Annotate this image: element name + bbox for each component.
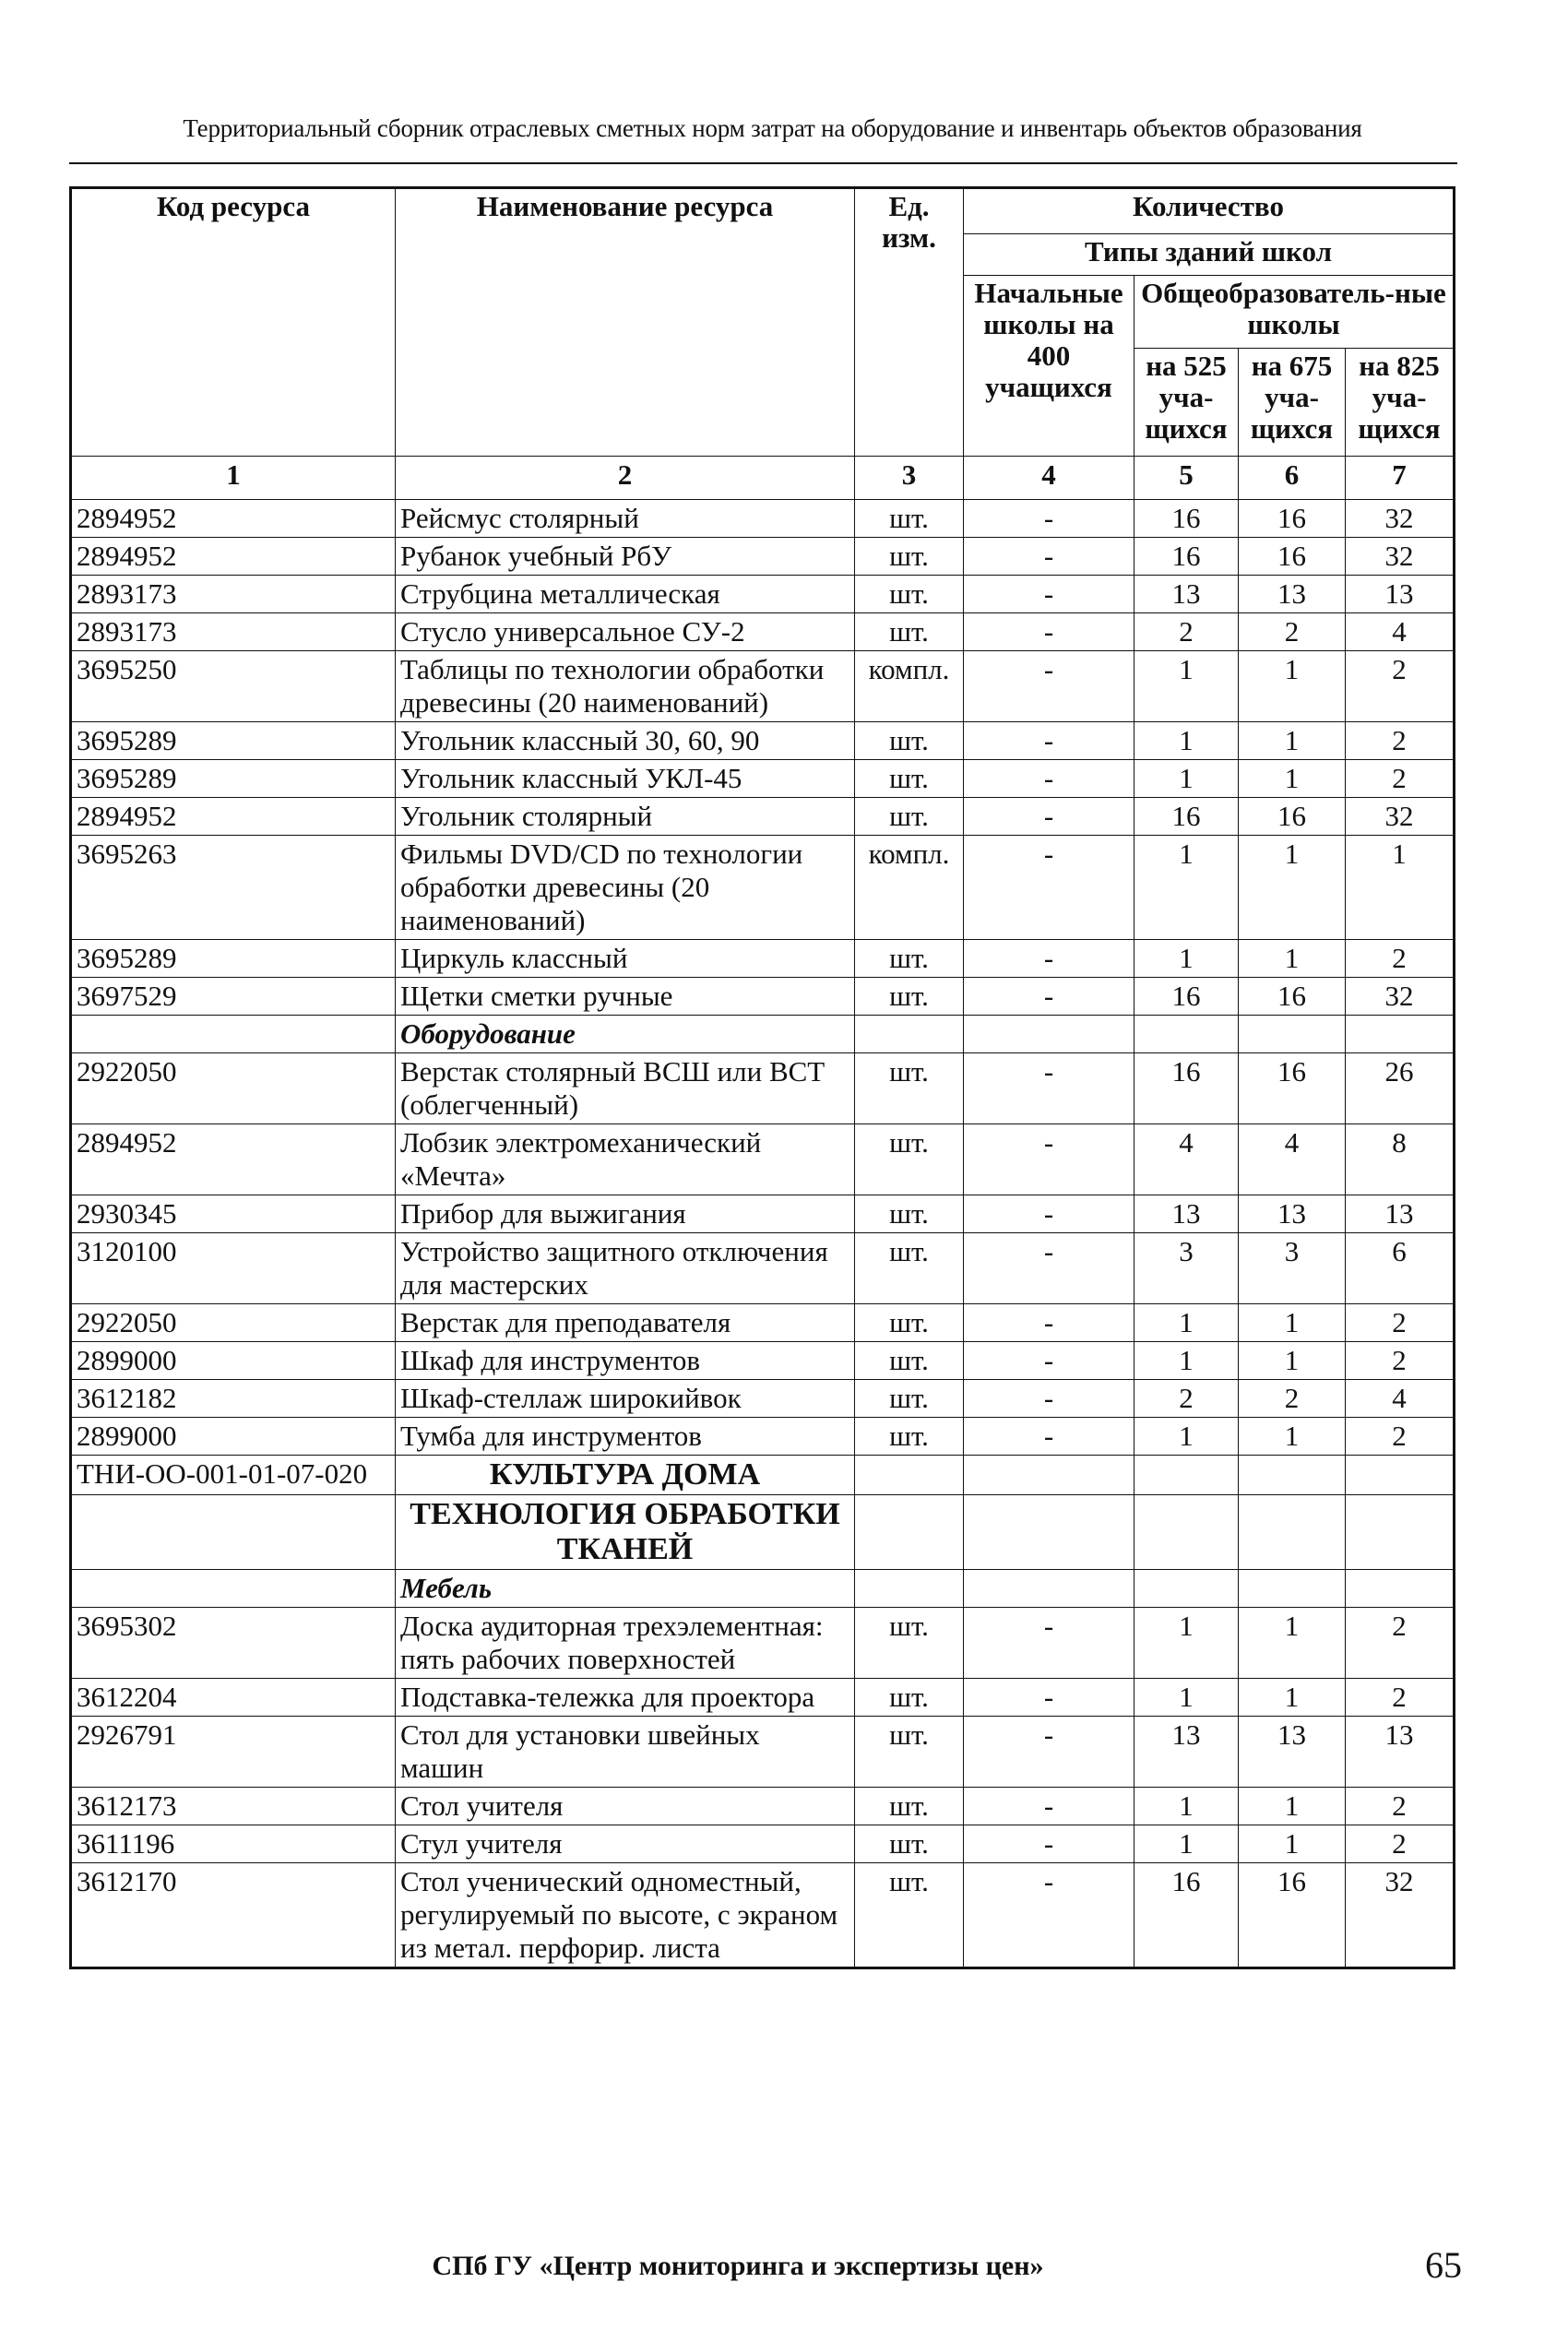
- cell-code: ТНИ-ОО-001-01-07-020: [71, 1456, 396, 1495]
- cell-unit: [855, 1016, 964, 1053]
- table-row: [71, 1195, 1455, 1233]
- table-row: [71, 1717, 1455, 1788]
- cell-primary-400: -: [964, 1342, 1134, 1380]
- cell-general-525: 2: [1134, 613, 1239, 651]
- cell-name: Струбцина металлическая: [396, 576, 855, 613]
- cell-general-525: 16: [1134, 978, 1239, 1016]
- cell-unit: компл.: [855, 651, 964, 722]
- page-number: 65: [1425, 2244, 1462, 2286]
- table-row: [71, 1233, 1455, 1304]
- table-row: [71, 1863, 1455, 1968]
- cell-general-675: 16: [1239, 978, 1346, 1016]
- cell-name: Рейсмус столярный: [396, 500, 855, 538]
- cell-unit: шт.: [855, 1788, 964, 1825]
- cell-general-825: 6: [1346, 1233, 1455, 1304]
- cell-code: 3120100: [71, 1233, 396, 1304]
- section-row: [71, 1456, 1455, 1495]
- column-number: 2: [396, 457, 855, 500]
- table-row: [71, 1788, 1455, 1825]
- cell-general-825: 26: [1346, 1053, 1455, 1124]
- running-header: Территориальный сборник отраслевых сметных норм затрат на оборудование и инвентарь объектов образования: [183, 114, 1362, 142]
- table-row: [71, 760, 1455, 798]
- cell-general-675: 2: [1239, 613, 1346, 651]
- column-number: 6: [1239, 457, 1346, 500]
- cell-general-675: 16: [1239, 538, 1346, 576]
- cell-code: 2893173: [71, 613, 396, 651]
- cell-unit: [855, 1456, 964, 1495]
- cell-name: Подставка-тележка для проектора: [396, 1679, 855, 1717]
- table-row: [71, 1053, 1455, 1124]
- cell-general-525: 3: [1134, 1233, 1239, 1304]
- cell-general-525: 16: [1134, 500, 1239, 538]
- cell-name: Лобзик электромеханический «Мечта»: [396, 1124, 855, 1195]
- cell-code: 2899000: [71, 1342, 396, 1380]
- cell-general-675: 1: [1239, 651, 1346, 722]
- cell-general-525: 4: [1134, 1124, 1239, 1195]
- cell-general-825: 32: [1346, 798, 1455, 836]
- cell-general-525: 16: [1134, 538, 1239, 576]
- cell-primary-400: -: [964, 978, 1134, 1016]
- cell-name: Угольник классный УКЛ-45: [396, 760, 855, 798]
- cell-unit: шт.: [855, 1053, 964, 1124]
- cell-name: Тумба для инструментов: [396, 1418, 855, 1456]
- header-unit: Ед. изм.: [855, 188, 964, 457]
- cell-general-675: 1: [1239, 1825, 1346, 1863]
- column-numbers-row: [71, 457, 1455, 500]
- cell-unit: [855, 1570, 964, 1608]
- cell-name: Мебель: [396, 1570, 855, 1608]
- table-head: [71, 188, 1455, 500]
- cell-code: 3695289: [71, 760, 396, 798]
- cell-general-525: 1: [1134, 722, 1239, 760]
- table-row: [71, 1679, 1455, 1717]
- cell-unit: компл.: [855, 836, 964, 940]
- cell-primary-400: [964, 1570, 1134, 1608]
- cell-primary-400: -: [964, 1380, 1134, 1418]
- cell-name: Стол для установки швейных машин: [396, 1717, 855, 1788]
- cell-name: Рубанок учебный РбУ: [396, 538, 855, 576]
- cell-general-675: [1239, 1495, 1346, 1570]
- table-row: [71, 1124, 1455, 1195]
- cell-code: 3612182: [71, 1380, 396, 1418]
- cell-general-525: [1134, 1456, 1239, 1495]
- column-number: 5: [1134, 457, 1239, 500]
- cell-general-825: 1: [1346, 836, 1455, 940]
- cell-unit: шт.: [855, 1195, 964, 1233]
- cell-name: Доска аудиторная трехэлементная: пять рабочих поверхностей: [396, 1608, 855, 1679]
- cell-unit: шт.: [855, 760, 964, 798]
- cell-general-675: [1239, 1456, 1346, 1495]
- column-number: 1: [71, 457, 396, 500]
- cell-general-525: 1: [1134, 1788, 1239, 1825]
- cell-primary-400: -: [964, 798, 1134, 836]
- cell-general-825: [1346, 1456, 1455, 1495]
- cell-code: 2899000: [71, 1418, 396, 1456]
- cell-general-825: 32: [1346, 978, 1455, 1016]
- cell-general-525: 1: [1134, 651, 1239, 722]
- cell-primary-400: [964, 1456, 1134, 1495]
- cell-general-675: 1: [1239, 940, 1346, 978]
- cell-general-525: [1134, 1495, 1239, 1570]
- cell-unit: шт.: [855, 1863, 964, 1968]
- cell-name: КУЛЬТУРА ДОМА: [396, 1456, 855, 1495]
- cell-general-525: 1: [1134, 1418, 1239, 1456]
- table-row: [71, 940, 1455, 978]
- cell-general-825: 2: [1346, 1608, 1455, 1679]
- cell-primary-400: -: [964, 613, 1134, 651]
- cell-name: Стол учителя: [396, 1788, 855, 1825]
- cell-general-525: 1: [1134, 1825, 1239, 1863]
- cell-code: [71, 1570, 396, 1608]
- cell-general-525: 2: [1134, 1380, 1239, 1418]
- cell-primary-400: -: [964, 576, 1134, 613]
- cell-name: Стол ученический одноместный, регулируемый по высоте, с экраном из метал. перфорир. листа: [396, 1863, 855, 1968]
- cell-code: 3695289: [71, 722, 396, 760]
- cell-general-525: 16: [1134, 798, 1239, 836]
- cell-general-825: 32: [1346, 538, 1455, 576]
- cell-general-525: 1: [1134, 1608, 1239, 1679]
- cell-general-675: 1: [1239, 1342, 1346, 1380]
- table-row: [71, 1825, 1455, 1863]
- cell-code: 2893173: [71, 576, 396, 613]
- table-row: [71, 538, 1455, 576]
- cell-name: Угольник столярный: [396, 798, 855, 836]
- cell-primary-400: -: [964, 722, 1134, 760]
- section-row: [71, 1495, 1455, 1570]
- cell-general-675: 16: [1239, 1053, 1346, 1124]
- cell-general-825: [1346, 1570, 1455, 1608]
- cell-name: ТЕХНОЛОГИЯ ОБРАБОТКИ ТКАНЕЙ: [396, 1495, 855, 1570]
- cell-unit: [855, 1495, 964, 1570]
- column-number: 7: [1346, 457, 1455, 500]
- cell-general-825: 2: [1346, 651, 1455, 722]
- cell-code: 3612173: [71, 1788, 396, 1825]
- cell-unit: шт.: [855, 1304, 964, 1342]
- cell-name: Циркуль классный: [396, 940, 855, 978]
- cell-unit: шт.: [855, 1124, 964, 1195]
- cell-name: Щетки сметки ручные: [396, 978, 855, 1016]
- cell-unit: шт.: [855, 613, 964, 651]
- cell-general-525: 1: [1134, 1679, 1239, 1717]
- cell-general-525: 1: [1134, 1304, 1239, 1342]
- table-body: [71, 500, 1455, 1968]
- cell-general-525: 1: [1134, 940, 1239, 978]
- group-row: [71, 1016, 1455, 1053]
- table-row: [71, 576, 1455, 613]
- table-row: [71, 798, 1455, 836]
- cell-code: 2926791: [71, 1717, 396, 1788]
- cell-code: 3695302: [71, 1608, 396, 1679]
- cell-general-675: 1: [1239, 722, 1346, 760]
- cell-name: Угольник классный 30, 60, 90: [396, 722, 855, 760]
- header-building-types: Типы зданий школ: [964, 234, 1455, 276]
- table-row: [71, 651, 1455, 722]
- cell-unit: шт.: [855, 1679, 964, 1717]
- cell-general-825: 2: [1346, 1418, 1455, 1456]
- header-525: на 525 уча-щихся: [1134, 349, 1239, 457]
- footer-organization: СПб ГУ «Центр мониторинга и экспертизы цен»: [432, 2251, 1044, 2281]
- cell-unit: шт.: [855, 940, 964, 978]
- table-row: [71, 500, 1455, 538]
- cell-unit: шт.: [855, 1342, 964, 1380]
- cell-general-525: [1134, 1570, 1239, 1608]
- cell-name: Верстак столярный ВСШ или ВСТ (облегченный): [396, 1053, 855, 1124]
- cell-unit: шт.: [855, 1233, 964, 1304]
- table-row: [71, 1418, 1455, 1456]
- cell-code: 2894952: [71, 1124, 396, 1195]
- cell-general-675: 16: [1239, 500, 1346, 538]
- cell-code: 3697529: [71, 978, 396, 1016]
- cell-general-825: 13: [1346, 576, 1455, 613]
- header-general-schools: Общеобразователь-ные школы: [1134, 276, 1455, 349]
- table-row: [71, 1380, 1455, 1418]
- cell-general-825: 2: [1346, 940, 1455, 978]
- cell-primary-400: -: [964, 1825, 1134, 1863]
- cell-primary-400: -: [964, 1124, 1134, 1195]
- cell-name: Верстак для преподавателя: [396, 1304, 855, 1342]
- cell-unit: шт.: [855, 1418, 964, 1456]
- cell-code: 3612170: [71, 1863, 396, 1968]
- cell-primary-400: -: [964, 940, 1134, 978]
- cell-general-675: 1: [1239, 836, 1346, 940]
- cell-general-525: 16: [1134, 1053, 1239, 1124]
- cell-general-675: 1: [1239, 1788, 1346, 1825]
- cell-unit: шт.: [855, 576, 964, 613]
- cell-unit: шт.: [855, 1380, 964, 1418]
- column-number: 3: [855, 457, 964, 500]
- cell-primary-400: -: [964, 760, 1134, 798]
- cell-general-825: 4: [1346, 1380, 1455, 1418]
- cell-general-675: 1: [1239, 1608, 1346, 1679]
- cell-general-825: 13: [1346, 1195, 1455, 1233]
- table-row: [71, 613, 1455, 651]
- header-quantity: Количество: [964, 188, 1455, 234]
- cell-general-675: 1: [1239, 760, 1346, 798]
- cell-general-525: [1134, 1016, 1239, 1053]
- cell-code: [71, 1495, 396, 1570]
- cell-primary-400: -: [964, 538, 1134, 576]
- cell-primary-400: -: [964, 1788, 1134, 1825]
- cell-general-825: 4: [1346, 613, 1455, 651]
- cell-primary-400: -: [964, 1418, 1134, 1456]
- cell-unit: шт.: [855, 1825, 964, 1863]
- cell-code: 3611196: [71, 1825, 396, 1863]
- cell-primary-400: [964, 1016, 1134, 1053]
- column-number: 4: [964, 457, 1134, 500]
- cell-general-675: 16: [1239, 1863, 1346, 1968]
- cell-code: 2894952: [71, 500, 396, 538]
- cell-general-825: 2: [1346, 1825, 1455, 1863]
- table-row: [71, 1304, 1455, 1342]
- cell-unit: шт.: [855, 1717, 964, 1788]
- table-row: [71, 1608, 1455, 1679]
- cell-primary-400: -: [964, 1717, 1134, 1788]
- cell-unit: шт.: [855, 538, 964, 576]
- cell-primary-400: -: [964, 1679, 1134, 1717]
- cell-general-825: 2: [1346, 760, 1455, 798]
- cell-primary-400: -: [964, 1233, 1134, 1304]
- cell-general-525: 1: [1134, 1342, 1239, 1380]
- table-row: [71, 836, 1455, 940]
- cell-unit: шт.: [855, 1608, 964, 1679]
- cell-general-675: 13: [1239, 1195, 1346, 1233]
- cell-general-825: 32: [1346, 500, 1455, 538]
- cell-name: Устройство защитного отключения для мастерских: [396, 1233, 855, 1304]
- cell-unit: шт.: [855, 500, 964, 538]
- cell-general-675: [1239, 1016, 1346, 1053]
- table-row: [71, 978, 1455, 1016]
- cell-code: 2922050: [71, 1304, 396, 1342]
- cell-primary-400: -: [964, 1195, 1134, 1233]
- cell-general-525: 1: [1134, 836, 1239, 940]
- cell-general-675: 2: [1239, 1380, 1346, 1418]
- cell-general-825: 2: [1346, 1304, 1455, 1342]
- cell-primary-400: -: [964, 1608, 1134, 1679]
- header-rule: [69, 162, 1457, 164]
- cell-general-675: 1: [1239, 1679, 1346, 1717]
- cell-general-675: 3: [1239, 1233, 1346, 1304]
- cell-general-825: 32: [1346, 1863, 1455, 1968]
- cell-name: Оборудование: [396, 1016, 855, 1053]
- cell-name: Шкаф-стеллаж широкийвок: [396, 1380, 855, 1418]
- cell-general-525: 13: [1134, 576, 1239, 613]
- cell-primary-400: -: [964, 1304, 1134, 1342]
- cell-name: Стусло универсальное СУ-2: [396, 613, 855, 651]
- cell-code: 3612204: [71, 1679, 396, 1717]
- cell-general-825: [1346, 1495, 1455, 1570]
- cell-code: 2894952: [71, 798, 396, 836]
- cell-primary-400: -: [964, 1863, 1134, 1968]
- cell-general-675: 1: [1239, 1418, 1346, 1456]
- header-code: Код ресурса: [71, 188, 396, 457]
- cell-primary-400: -: [964, 500, 1134, 538]
- header-825: на 825 уча-щихся: [1346, 349, 1455, 457]
- cell-general-825: [1346, 1016, 1455, 1053]
- resource-table: [69, 186, 1455, 1969]
- header-name: Наименование ресурса: [396, 188, 855, 457]
- cell-general-675: [1239, 1570, 1346, 1608]
- table-row: [71, 722, 1455, 760]
- cell-general-675: 4: [1239, 1124, 1346, 1195]
- cell-name: Прибор для выжигания: [396, 1195, 855, 1233]
- cell-code: 3695289: [71, 940, 396, 978]
- cell-primary-400: -: [964, 651, 1134, 722]
- cell-code: 2930345: [71, 1195, 396, 1233]
- cell-general-825: 13: [1346, 1717, 1455, 1788]
- cell-name: Таблицы по технологии обработки древесины (20 наименований): [396, 651, 855, 722]
- cell-primary-400: [964, 1495, 1134, 1570]
- cell-general-525: 13: [1134, 1717, 1239, 1788]
- cell-code: [71, 1016, 396, 1053]
- cell-general-675: 13: [1239, 1717, 1346, 1788]
- group-row: [71, 1570, 1455, 1608]
- cell-primary-400: -: [964, 836, 1134, 940]
- header-675: на 675 уча-щихся: [1239, 349, 1346, 457]
- cell-general-675: 13: [1239, 576, 1346, 613]
- cell-general-825: 2: [1346, 1788, 1455, 1825]
- cell-name: Шкаф для инструментов: [396, 1342, 855, 1380]
- cell-general-525: 16: [1134, 1863, 1239, 1968]
- cell-unit: шт.: [855, 978, 964, 1016]
- cell-general-825: 2: [1346, 1679, 1455, 1717]
- table-row: [71, 1342, 1455, 1380]
- cell-primary-400: -: [964, 1053, 1134, 1124]
- cell-general-525: 13: [1134, 1195, 1239, 1233]
- cell-code: 2894952: [71, 538, 396, 576]
- cell-name: Стул учителя: [396, 1825, 855, 1863]
- cell-general-825: 8: [1346, 1124, 1455, 1195]
- cell-general-825: 2: [1346, 722, 1455, 760]
- cell-unit: шт.: [855, 798, 964, 836]
- cell-code: 3695263: [71, 836, 396, 940]
- cell-general-525: 1: [1134, 760, 1239, 798]
- cell-general-675: 1: [1239, 1304, 1346, 1342]
- cell-code: 2922050: [71, 1053, 396, 1124]
- cell-general-825: 2: [1346, 1342, 1455, 1380]
- cell-general-675: 16: [1239, 798, 1346, 836]
- cell-name: Фильмы DVD/CD по технологии обработки древесины (20 наименований): [396, 836, 855, 940]
- header-primary-schools: Начальные школы на 400 учащихся: [964, 276, 1134, 457]
- cell-code: 3695250: [71, 651, 396, 722]
- cell-unit: шт.: [855, 722, 964, 760]
